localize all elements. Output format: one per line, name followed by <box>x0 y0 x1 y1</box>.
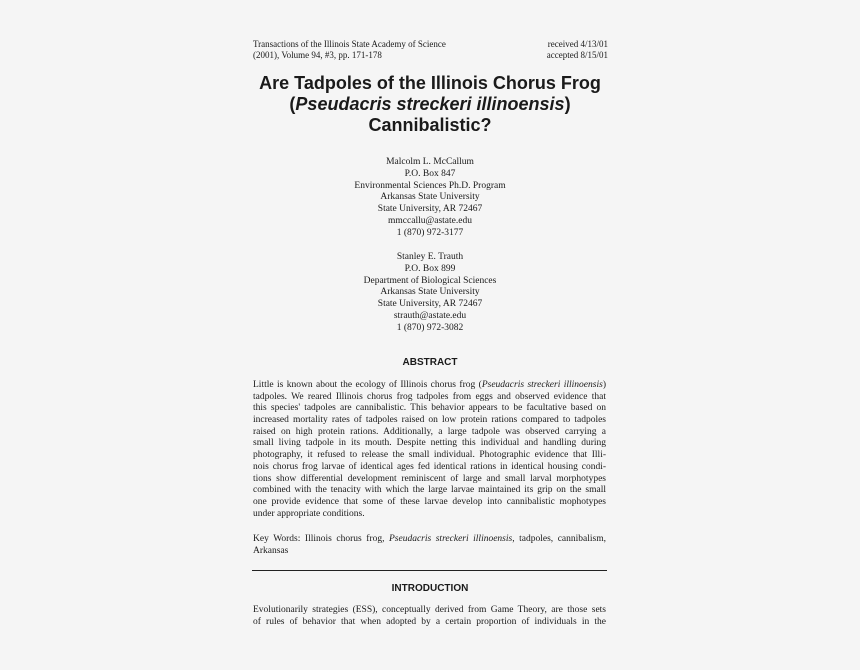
abstract-line: tadpoles. We reared Illinois chorus frog tadpoles from eggs and observed evidence that <box>253 391 606 402</box>
introduction-body <box>253 605 606 628</box>
journal-volume: (2001), Volume 94, #3, pp. 171-178 <box>253 50 382 60</box>
author-block-1 <box>250 157 610 240</box>
author-po-box: P.O. Box 847 <box>404 168 456 179</box>
abstract-line: this species' tadpoles are cannibalistic. This behavior appears to be facultative based on <box>253 403 606 414</box>
abstract-line: raised on high protein rations. Additionally, a large tadpole was observed carrying a <box>253 426 606 437</box>
received-date: received 4/13/01 <box>547 39 608 49</box>
introduction-line: of rules of behavior that when adopted by a certain proportion of individuals in the <box>253 616 606 627</box>
abstract-line: one provide evidence that some of these larvae develop into cannibalistic mophotypes <box>253 496 606 507</box>
author-po-box: P.O. Box 899 <box>404 263 456 274</box>
author-name: Malcolm L. McCallum <box>386 157 474 167</box>
introduction-line: Evolutionarily strategies (ESS), conceptually derived from Game Theory, are those sets <box>253 605 606 615</box>
title-species: Pseudacris streckeri illinoensis <box>295 94 565 114</box>
abstract-line: tions show differential development reminiscent of large and small larval morphotypes <box>253 473 606 484</box>
abstract-text: Little is known about the ecology of Illinois chorus frog ( <box>253 380 482 390</box>
abstract-body <box>253 380 606 520</box>
title-line-3: Cannibalistic? <box>368 115 492 135</box>
paper-title <box>200 73 660 136</box>
keywords-species: Pseudacris streckeri illinoensis <box>388 534 513 544</box>
section-divider <box>252 570 607 571</box>
keywords-text: Key Words: Illinois chorus frog, <box>253 534 389 544</box>
journal-citation <box>253 39 446 61</box>
abstract-species: Pseudacris streckeri illinoensis <box>481 380 603 390</box>
author-email: strauth@astate.edu <box>393 310 467 321</box>
keywords-line <box>253 534 606 546</box>
author-city: State University, AR 72467 <box>377 299 483 310</box>
title-line-2 <box>200 94 660 115</box>
abstract-text: ) <box>602 380 606 390</box>
keywords-line: Arkansas <box>253 545 289 556</box>
abstract-line: nois chorus frog larvae of identical ages fed identical rations in identical housing condi- <box>253 461 606 472</box>
author-phone: 1 (870) 972-3177 <box>396 227 464 238</box>
author-email: mmccallu@astate.edu <box>388 215 472 226</box>
abstract-line: small living tadpole in its mouth. Despite netting this individual and handling during <box>253 438 606 449</box>
author-institution: Arkansas State University <box>380 192 480 203</box>
title-paren-close: ) <box>564 94 571 114</box>
author-block-2 <box>250 252 610 335</box>
author-city: State University, AR 72467 <box>377 204 483 215</box>
introduction-heading: INTRODUCTION <box>391 583 469 594</box>
abstract-heading: ABSTRACT <box>402 357 458 368</box>
accepted-date: accepted 8/15/01 <box>546 50 608 60</box>
author-phone: 1 (870) 972-3082 <box>396 322 464 333</box>
abstract-line: photography, it refused to release the small individual. Photographic evidence that Illi- <box>253 450 606 461</box>
author-institution: Arkansas State University <box>380 287 480 298</box>
abstract-line: under appropriate conditions. <box>253 508 365 519</box>
submission-dates <box>547 39 608 61</box>
title-line-1: Are Tadpoles of the Illinois Chorus Frog <box>259 73 601 93</box>
title-paren-open: ( <box>289 94 296 114</box>
abstract-line: increased mortality rates of tadpoles raised on low protein rations compared to tadpoles <box>253 415 606 426</box>
keywords <box>253 534 606 557</box>
author-department: Department of Biological Sciences <box>363 275 497 286</box>
keywords-text: , tadpoles, cannibalism, <box>512 534 606 544</box>
author-name: Stanley E. Trauth <box>396 252 464 262</box>
abstract-line <box>253 380 606 392</box>
journal-name: Transactions of the Illinois State Academy of Science <box>253 39 446 49</box>
abstract-line: combined with the tenacity with which the large larvae maintained its grip on the small <box>253 485 606 496</box>
author-department: Environmental Sciences Ph.D. Program <box>354 180 506 191</box>
